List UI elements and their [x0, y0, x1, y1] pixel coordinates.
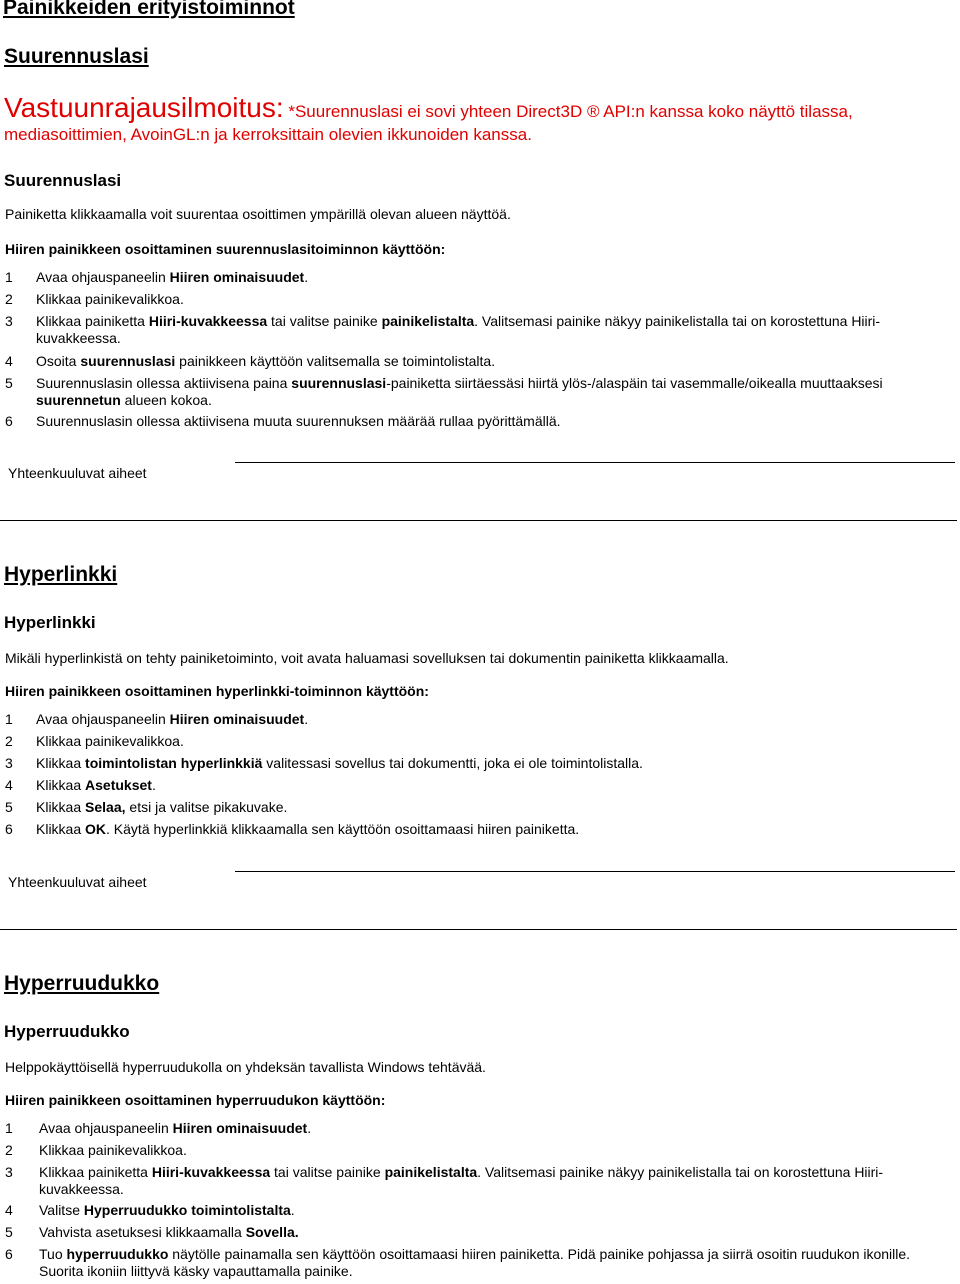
step-item — [5, 1142, 945, 1159]
step-text — [39, 1120, 945, 1137]
step-text — [36, 291, 945, 308]
howto-heading: Hiiren painikkeen osoittaminen suurennuslasitoiminnon käyttöön: — [5, 241, 446, 257]
step-number: 3 — [5, 1164, 13, 1180]
page-title: Painikkeiden erityistoiminnot — [3, 0, 295, 19]
step-text-segment: -painiketta siirtäessäsi hiirtä ylös-/alaspäin tai vasemmalle/oikealla muuttaaksesi — [386, 375, 883, 391]
step-text-segment: Osoita — [36, 353, 81, 369]
step-item — [5, 799, 945, 816]
step-text — [39, 1142, 945, 1159]
subsection-title-hyperlinkki: Hyperlinkki — [4, 613, 96, 632]
intro-text: Mikäli hyperlinkistä on tehty painiketoiminto, voit avata haluamasi sovelluksen tai dokumentin painiketta klikkaamalla. — [5, 650, 729, 666]
step-text-segment: Klikkaa — [36, 799, 86, 815]
step-text — [36, 755, 945, 772]
step-text-segment: Valitse — [39, 1202, 84, 1218]
step-item — [5, 1202, 945, 1219]
step-number: 3 — [5, 755, 13, 771]
step-text-bold: Hiiren ominaisuudet — [169, 711, 305, 727]
step-text-segment: Avaa ohjauspaneelin — [39, 1120, 173, 1136]
step-text — [39, 1246, 945, 1280]
step-text-segment: Suurennuslasin ollessa aktiivisena muuta suurennuksen määrää rullaa pyörittämällä. — [36, 413, 561, 429]
step-text-bold: suurennuslasi — [80, 353, 176, 369]
step-item — [5, 821, 945, 838]
step-number: 1 — [5, 269, 13, 285]
disclaimer-text: *Suurennuslasi ei sovi yhteen Direct3D ® API:n kanssa koko näyttö tilassa, mediasoittimien, AvoinGL:n ja kerroksittain olevien ikkunoiden kanssa. — [4, 102, 853, 144]
step-number: 6 — [5, 821, 13, 837]
step-number: 5 — [5, 375, 13, 391]
step-number: 5 — [5, 799, 13, 815]
step-number: 1 — [5, 711, 13, 727]
step-text-segment: Klikkaa painikevalikkoa. — [36, 291, 184, 307]
step-item — [5, 375, 945, 409]
step-text-bold: OK — [85, 821, 107, 837]
step-text-segment: Klikkaa painiketta — [39, 1164, 152, 1180]
step-item — [5, 413, 945, 430]
step-text-segment: Tuo — [39, 1246, 67, 1262]
step-item — [5, 711, 945, 728]
howto-heading: Hiiren painikkeen osoittaminen hyperlinkki-toiminnon käyttöön: — [5, 683, 429, 699]
step-text-segment: . Valitsemasi painike näkyy painikelistalla tai on korostettuna Hiiri-kuvakkeessa. — [39, 1164, 884, 1197]
step-item — [5, 269, 945, 286]
related-topics-link[interactable]: Yhteenkuuluvat aiheet — [8, 874, 147, 890]
step-text — [39, 1164, 945, 1198]
step-text — [36, 353, 945, 370]
subsection-title-hyperruudukko: Hyperruudukko — [4, 1022, 130, 1041]
step-text — [36, 821, 945, 838]
step-text — [36, 799, 945, 816]
step-text-segment: . — [304, 269, 309, 285]
step-text — [36, 313, 945, 347]
section-title-hyperlinkki: Hyperlinkki — [4, 563, 118, 586]
step-text-bold: Sovella. — [245, 1224, 299, 1240]
divider — [235, 871, 955, 872]
step-number: 3 — [5, 313, 13, 329]
step-text-segment: Klikkaa painikevalikkoa. — [36, 733, 184, 749]
step-text-segment: Klikkaa — [36, 755, 86, 771]
disclaimer-heading: Vastuunrajausilmoitus — [4, 92, 276, 123]
step-number: 2 — [5, 733, 13, 749]
step-text-segment: . — [307, 1120, 312, 1136]
step-item — [5, 1164, 945, 1198]
section-title-suurennuslasi: Suurennuslasi — [4, 45, 149, 68]
step-text-bold: hyperruudukko — [66, 1246, 169, 1262]
step-text-segment: näytölle painamalla sen käyttöön osoittamaasi hiiren painiketta. Pidä painike pohjassa ja siirrä osoitin ruudukon ikonille. Suorita ikoniin liittyvä käsky vapauttamalla painike. — [39, 1246, 911, 1279]
disclaimer — [4, 92, 954, 146]
step-text-segment: Avaa ohjauspaneelin — [36, 711, 170, 727]
step-text-bold: painikelistalta — [384, 1164, 478, 1180]
step-text-bold: toimintolistan hyperlinkkiä — [85, 755, 263, 771]
step-text — [36, 733, 945, 750]
step-text-segment: . Valitsemasi painike näkyy painikelistalla tai on korostettuna Hiiri-kuvakkeessa. — [36, 313, 881, 346]
step-text-segment: painikkeen käyttöön valitsemalla se toimintolistalta. — [175, 353, 496, 369]
step-text — [36, 269, 945, 286]
step-text-segment: tai valitse painike — [267, 313, 382, 329]
step-text — [36, 413, 945, 430]
step-text — [36, 711, 945, 728]
step-text-bold: painikelistalta — [381, 313, 475, 329]
disclaimer-colon: : — [275, 92, 284, 123]
divider — [0, 520, 957, 521]
divider — [235, 462, 955, 463]
subsection-title-suurennuslasi: Suurennuslasi — [4, 171, 122, 190]
step-text-segment: Avaa ohjauspaneelin — [36, 269, 170, 285]
step-number: 2 — [5, 291, 13, 307]
step-text-bold: Hiiri-kuvakkeessa — [151, 1164, 271, 1180]
step-text-segment: Vahvista asetuksesi klikkaamalla — [39, 1224, 246, 1240]
step-number: 4 — [5, 353, 13, 369]
step-text-bold: Selaa, — [85, 799, 126, 815]
section-title-hyperruudukko: Hyperruudukko — [4, 972, 160, 995]
step-number: 6 — [5, 413, 13, 429]
step-text-bold: Hiiren ominaisuudet — [169, 269, 305, 285]
step-text — [36, 777, 945, 794]
step-text-bold: Hyperruudukko toimintolistalta — [83, 1202, 291, 1218]
step-text-segment: Klikkaa — [36, 777, 86, 793]
step-number: 4 — [5, 777, 13, 793]
step-text-segment: . — [290, 1202, 295, 1218]
step-text-segment: alueen kokoa. — [120, 392, 212, 408]
step-text-bold: Hiiri-kuvakkeessa — [148, 313, 268, 329]
step-item — [5, 733, 945, 750]
step-item — [5, 1120, 945, 1137]
step-text-bold: Asetukset — [85, 777, 152, 793]
step-item — [5, 353, 945, 370]
step-number: 5 — [5, 1224, 13, 1240]
step-text-bold: Hiiren ominaisuudet — [172, 1120, 308, 1136]
step-number: 4 — [5, 1202, 13, 1218]
step-text-segment: tai valitse painike — [270, 1164, 385, 1180]
divider — [0, 929, 957, 930]
intro-text: Helppokäyttöisellä hyperruudukolla on yhdeksän tavallista Windows tehtävää. — [5, 1059, 486, 1075]
step-item — [5, 313, 945, 347]
step-item — [5, 1246, 945, 1280]
step-text-segment: . — [151, 777, 156, 793]
step-text-segment: . Käytä hyperlinkkiä klikkaamalla sen käyttöön osoittamaasi hiiren painiketta. — [106, 821, 580, 837]
intro-text: Painiketta klikkaamalla voit suurentaa osoittimen ympärillä olevan alueen näyttöä. — [5, 206, 511, 222]
step-item — [5, 291, 945, 308]
related-topics-link[interactable]: Yhteenkuuluvat aiheet — [8, 465, 147, 481]
step-text-segment: Klikkaa painikevalikkoa. — [39, 1142, 187, 1158]
step-text-bold: suurennuslasi — [291, 375, 387, 391]
step-item — [5, 1224, 945, 1241]
step-item — [5, 755, 945, 772]
step-text-segment: Suurennuslasin ollessa aktiivisena paina — [36, 375, 292, 391]
step-text-segment: valitessasi sovellus tai dokumentti, joka ei ole toimintolistalla. — [262, 755, 643, 771]
step-number: 2 — [5, 1142, 13, 1158]
step-text — [36, 375, 945, 409]
step-text-segment: Klikkaa painiketta — [36, 313, 149, 329]
step-text-segment: Klikkaa — [36, 821, 86, 837]
step-text-segment: etsi ja valitse pikakuvake. — [125, 799, 288, 815]
step-text-bold: suurennetun — [36, 392, 121, 408]
step-text — [39, 1224, 945, 1241]
step-text — [39, 1202, 945, 1219]
step-number: 6 — [5, 1246, 13, 1262]
step-item — [5, 777, 945, 794]
step-text-segment: . — [304, 711, 309, 727]
step-number: 1 — [5, 1120, 13, 1136]
howto-heading: Hiiren painikkeen osoittaminen hyperruudukon käyttöön: — [5, 1092, 386, 1108]
